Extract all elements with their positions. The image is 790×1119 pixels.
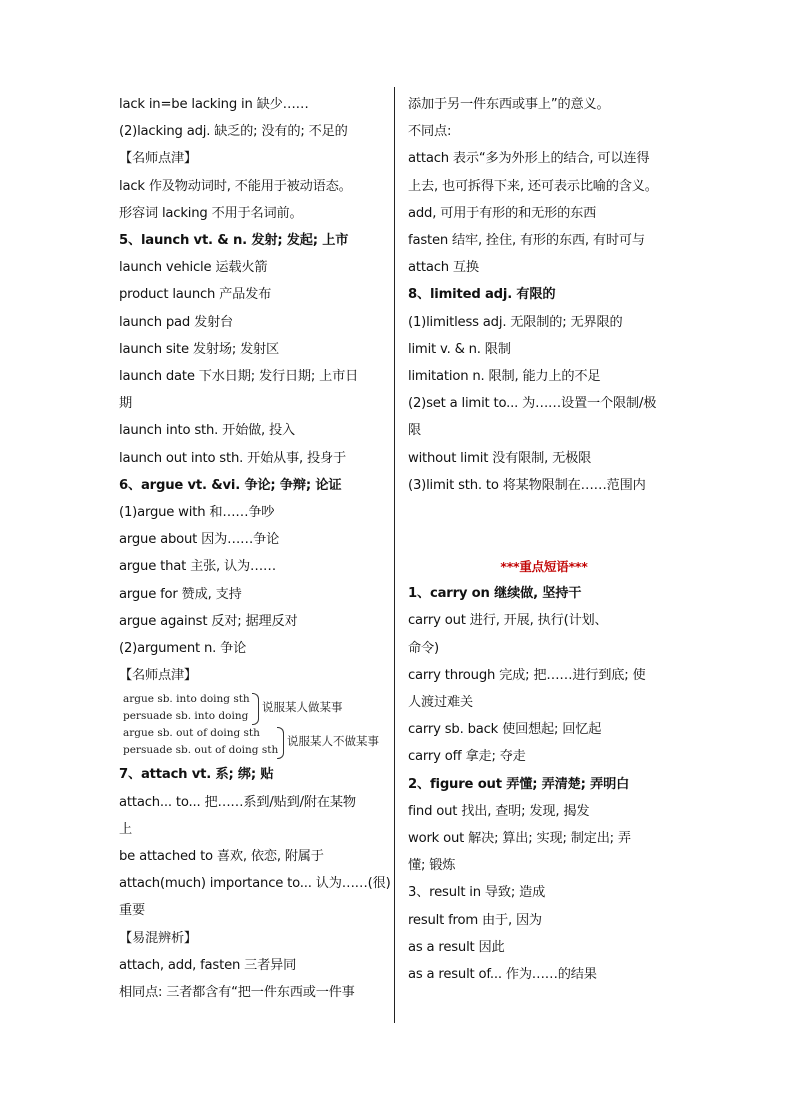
text-line: 【名师点津】: [119, 668, 197, 684]
text-line: lack 作及物动词时, 不能用于被动语态。: [119, 178, 352, 194]
text-line: argue that 主张, 认为……: [119, 559, 276, 575]
text-line: attach 互换: [408, 260, 479, 276]
text-line: launch site 发射场; 发射区: [119, 341, 280, 357]
text-line: argue against 反对; 据理反对: [119, 613, 298, 629]
text-line: 命令): [408, 640, 439, 656]
text-line: attach... to... 把……系到/贴到/附在某物: [119, 794, 356, 810]
text-line: 【名师点津】: [119, 151, 197, 167]
brace-line: argue sb. out of doing sth: [123, 727, 260, 740]
text-line: limit v. & n. 限制: [408, 341, 511, 357]
text-line: launch vehicle 运载火箭: [119, 260, 268, 276]
text-line: 相同点: 三者都含有“把一件东西或一件事: [119, 985, 355, 1001]
text-line: (2)argument n. 争论: [119, 641, 247, 657]
text-line: launch pad 发射台: [119, 314, 234, 330]
text-line: work out 解决; 算出; 实现; 制定出; 弄: [408, 831, 631, 847]
text-line: 形容词 lacking 不用于名词前。: [119, 205, 303, 221]
text-line: without limit 没有限制, 无极限: [408, 450, 592, 466]
brace-line: persuade sb. out of doing sth: [123, 744, 279, 757]
brace-line: persuade sb. into doing: [123, 710, 249, 723]
text-line: result from 由于, 因为: [408, 912, 542, 928]
text-line: 【易混辨析】: [119, 930, 197, 946]
text-line: carry off 拿走; 夺走: [408, 749, 526, 765]
column-divider: [394, 87, 395, 1023]
brace-result: 说服某人做某事: [262, 700, 343, 715]
brace-shape: [277, 727, 284, 759]
text-line: carry through 完成; 把……进行到底; 使: [408, 667, 646, 683]
text-line: limitation n. 限制, 能力上的不足: [408, 369, 601, 385]
text-line: 上: [119, 821, 132, 837]
text-line: carry sb. back 使回想起; 回忆起: [408, 722, 602, 738]
text-line: be attached to 喜欢, 依恋, 附属于: [119, 849, 324, 865]
text-line: 5、launch vt. & n. 发射; 发起; 上市: [119, 233, 349, 249]
left-lines: [119, 91, 384, 689]
brace-result: 说服某人不做某事: [287, 734, 379, 749]
text-line: lack in=be lacking in 缺少……: [119, 97, 309, 112]
brace-group-1: [123, 691, 250, 725]
text-line: carry out 进行, 开展, 执行(计划、: [408, 613, 608, 629]
text-line: (3)limit sth. to 将某物限制在……范围内: [408, 477, 646, 493]
right-column: [408, 91, 680, 988]
phrase-heading: ***重点短语***: [500, 559, 588, 575]
text-line: launch date 下水日期; 发行日期; 上市日: [119, 369, 359, 385]
text-line: 2、figure out 弄懂; 弄清楚; 弄明白: [408, 776, 630, 792]
text-line: 添加于另一件东西或事上”的意义。: [408, 97, 610, 112]
text-line: 1、carry on 继续做, 坚持干: [408, 586, 582, 602]
right-lines-continued: [408, 580, 680, 988]
text-line: 期: [119, 396, 132, 412]
text-line: add, 可用于有形的和无形的东西: [408, 205, 597, 221]
text-line: 7、attach vt. 系; 绑; 贴: [119, 767, 274, 783]
text-line: 不同点:: [408, 124, 452, 140]
text-line: (2)set a limit to... 为……设置一个限制/极: [408, 396, 657, 412]
right-lines: [408, 91, 680, 499]
text-line: launch out into sth. 开始从事, 投身于: [119, 450, 346, 466]
text-line: attach, add, fasten 三者异同: [119, 957, 297, 973]
text-line: launch into sth. 开始做, 投入: [119, 423, 296, 439]
argue-persuade-diagram: [119, 689, 384, 761]
brace-shape: [252, 693, 259, 725]
text-line: (2)lacking adj. 缺乏的; 没有的; 不足的: [119, 124, 348, 140]
left-column: [119, 91, 391, 1006]
text-line: 限: [408, 423, 421, 439]
text-line: 8、limited adj. 有限的: [408, 287, 556, 303]
text-line: (1)argue with 和……争吵: [119, 505, 275, 521]
text-line: 6、argue vt. &vi. 争论; 争辩; 论证: [119, 477, 342, 493]
text-line: as a result of... 作为……的结果: [408, 967, 597, 983]
text-line: attach 表示“多为外形上的结合, 可以连得: [408, 151, 650, 167]
text-line: 懂; 锻炼: [408, 858, 456, 874]
brace-line: argue sb. into doing sth: [123, 693, 250, 706]
text-line: argue about 因为……争论: [119, 532, 280, 548]
spacer: [408, 499, 680, 553]
text-line: 上去, 也可拆得下来, 还可表示比喻的含义。: [408, 178, 658, 194]
text-line: attach(much) importance to... 认为……(很): [119, 876, 391, 892]
text-line: 重要: [119, 903, 145, 919]
text-line: 3、result in 导致; 造成: [408, 885, 546, 901]
text-line: 人渡过难关: [408, 695, 473, 711]
text-line: find out 找出, 查明; 发现, 揭发: [408, 803, 590, 819]
text-line: as a result 因此: [408, 939, 505, 955]
text-line: product launch 产品发布: [119, 287, 272, 303]
text-line: argue for 赞成, 支持: [119, 586, 242, 602]
text-line: (1)limitless adj. 无限制的; 无界限的: [408, 314, 623, 330]
text-line: fasten 结牢, 拴住, 有形的东西, 有时可与: [408, 233, 645, 249]
brace-group-2: [123, 725, 278, 759]
left-lines-continued: [119, 761, 391, 1006]
